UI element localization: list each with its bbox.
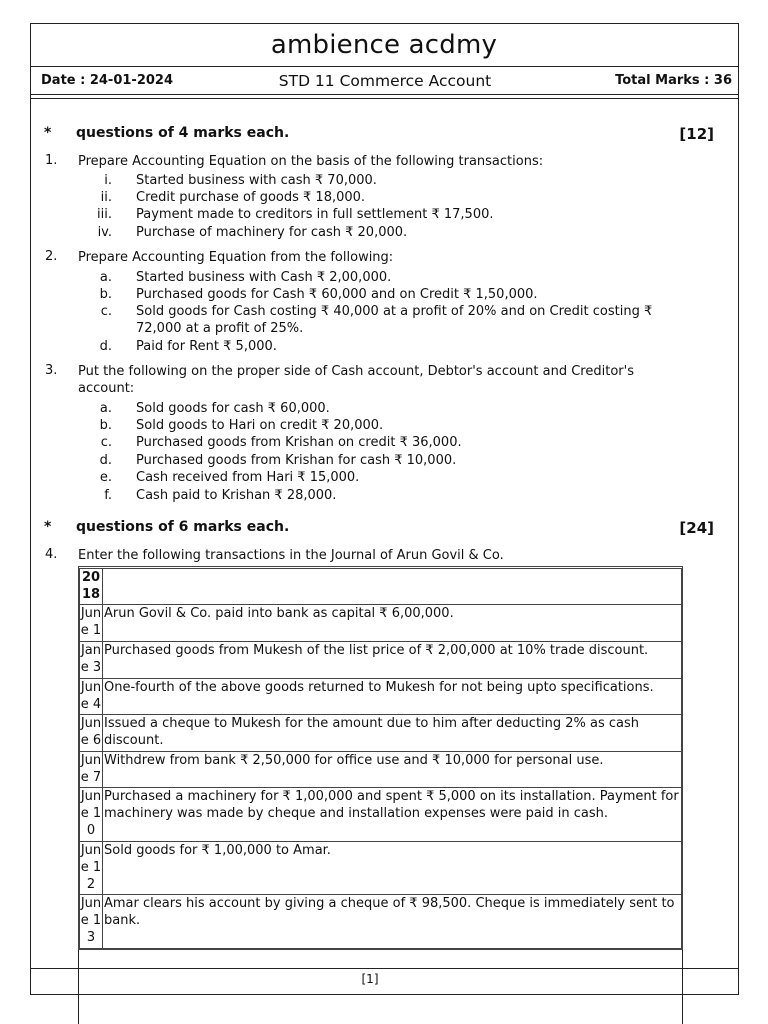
question-number: 4. xyxy=(45,547,58,562)
list-marker: iii. xyxy=(97,207,112,222)
journal-date: June 1 xyxy=(80,605,103,642)
header-divider-bottom-1 xyxy=(31,94,738,95)
journal-entry: One-fourth of the above goods returned to Mukesh for not being upto specifications. xyxy=(103,679,682,715)
section-marks: [24] xyxy=(679,519,714,537)
school-name: ambience acdmy xyxy=(270,30,498,60)
list-marker: a. xyxy=(99,270,112,285)
list-text: Purchased goods for Cash ₹ 60,000 and on Credit ₹ 1,50,000. xyxy=(136,287,538,302)
journal-entry: Withdrew from bank ₹ 2,50,000 for office use and ₹ 10,000 for personal use. xyxy=(103,752,682,788)
question-number: 2. xyxy=(45,249,58,264)
list-text: Started business with cash ₹ 70,000. xyxy=(136,173,377,188)
list-text: Cash paid to Krishan ₹ 28,000. xyxy=(136,488,337,503)
total-marks: Total Marks : 36 xyxy=(615,73,732,88)
table-row xyxy=(80,895,682,949)
question-text: Prepare Accounting Equation from the following: xyxy=(78,250,394,265)
list-text: Sold goods for cash ₹ 60,000. xyxy=(136,401,330,416)
section-marks: [12] xyxy=(679,125,714,143)
table-row xyxy=(80,642,682,679)
table-row xyxy=(80,569,682,605)
list-marker: f. xyxy=(104,488,112,503)
list-text: Purchased goods from Krishan for cash ₹ 10,000. xyxy=(136,453,457,468)
list-text: Purchased goods from Krishan on credit ₹ 36,000. xyxy=(136,435,462,450)
list-text: Cash received from Hari ₹ 15,000. xyxy=(136,470,360,485)
question-text: Put the following on the proper side of Cash account, Debtor's account and Creditor's account: xyxy=(78,364,634,396)
list-text: Started business with Cash ₹ 2,00,000. xyxy=(136,270,392,285)
list-marker: i. xyxy=(104,173,112,188)
journal-table xyxy=(79,568,682,949)
journal-date: June 6 xyxy=(80,715,103,752)
list-text: Paid for Rent ₹ 5,000. xyxy=(136,339,277,354)
list-text: Sold goods for Cash costing ₹ 40,000 at a profit of 20% and on Credit costing ₹ 72,000 at a profit of 25%. xyxy=(136,304,653,336)
question-text: Prepare Accounting Equation on the basis of the following transactions: xyxy=(78,154,544,169)
list-marker: e. xyxy=(99,470,112,485)
table-row xyxy=(80,752,682,788)
list-marker: c. xyxy=(100,304,112,319)
journal-entry xyxy=(103,569,682,605)
table-right-overflow-line xyxy=(682,950,683,1024)
list-marker: d. xyxy=(99,453,112,468)
table-left-overflow-line xyxy=(78,950,79,1024)
footer-divider xyxy=(31,968,738,969)
header-divider-bottom-2 xyxy=(31,98,738,99)
journal-entry: Purchased goods from Mukesh of the list price of ₹ 2,00,000 at 10% trade discount. xyxy=(103,642,682,679)
table-row xyxy=(80,715,682,752)
list-marker: b. xyxy=(99,287,112,302)
journal-entry: Purchased a machinery for ₹ 1,00,000 and spent ₹ 5,000 on its installation. Payment for machinery was made by cheque and installation expenses were paid in cash. xyxy=(103,788,682,842)
section-title: questions of 6 marks each. xyxy=(76,519,290,535)
star-bullet: * xyxy=(44,125,52,141)
list-marker: a. xyxy=(99,401,112,416)
journal-entry: Amar clears his account by giving a cheque of ₹ 98,500. Cheque is immediately sent to bank. xyxy=(103,895,682,949)
journal-entry: Arun Govil & Co. paid into bank as capital ₹ 6,00,000. xyxy=(103,605,682,642)
journal-entry: Issued a cheque to Mukesh for the amount due to him after deducting 2% as cash discount. xyxy=(103,715,682,752)
exam-date: Date : 24-01-2024 xyxy=(41,73,173,88)
journal-date: Jane 3 xyxy=(80,642,103,679)
journal-date: June 12 xyxy=(80,842,103,895)
list-text: Sold goods to Hari on credit ₹ 20,000. xyxy=(136,418,384,433)
journal-date: June 13 xyxy=(80,895,103,949)
page-number: [1] xyxy=(361,972,379,986)
journal-date: June 7 xyxy=(80,752,103,788)
exam-subject: STD 11 Commerce Account xyxy=(278,72,492,90)
journal-date: 2018 xyxy=(80,569,103,605)
table-row xyxy=(80,842,682,895)
header-divider-top xyxy=(31,66,738,67)
list-text: Credit purchase of goods ₹ 18,000. xyxy=(136,190,366,205)
table-row xyxy=(80,605,682,642)
journal-date: June 10 xyxy=(80,788,103,842)
list-marker: d. xyxy=(99,339,112,354)
star-bullet: * xyxy=(44,519,52,535)
question-number: 3. xyxy=(45,363,58,378)
list-text: Purchase of machinery for cash ₹ 20,000. xyxy=(136,225,408,240)
list-marker: c. xyxy=(100,435,112,450)
question-text: Enter the following transactions in the Journal of Arun Govil & Co. xyxy=(78,548,504,563)
journal-date: June 4 xyxy=(80,679,103,715)
journal-entry: Sold goods for ₹ 1,00,000 to Amar. xyxy=(103,842,682,895)
list-marker: ii. xyxy=(100,190,112,205)
section-title: questions of 4 marks each. xyxy=(76,125,290,141)
list-marker: iv. xyxy=(97,225,112,240)
table-row xyxy=(80,788,682,842)
list-marker: b. xyxy=(99,418,112,433)
list-text: Payment made to creditors in full settlement ₹ 17,500. xyxy=(136,207,494,222)
question-number: 1. xyxy=(45,153,58,168)
table-row xyxy=(80,679,682,715)
